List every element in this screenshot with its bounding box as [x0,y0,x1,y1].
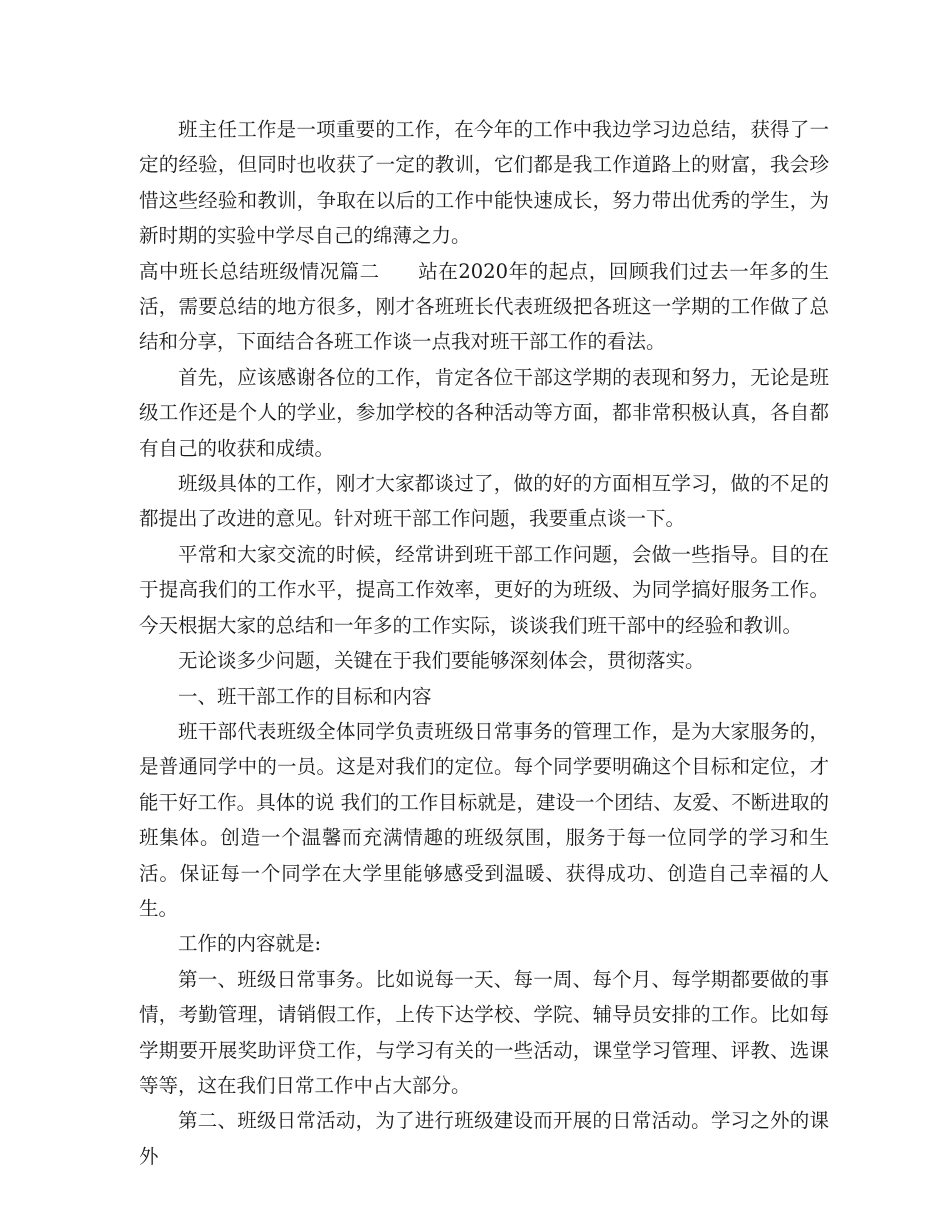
paragraph-10: 第二、班级日常活动，为了进行班级建设而开展的日常活动。学习之外的课外 [139,1109,829,1168]
paragraph-6: 无论谈多少问题，关键在于我们要能够深刻体会，贯彻落实。 [178,649,705,673]
paragraph-5: 平常和大家交流的时候，经常讲到班干部工作问题，会做一些指导。目的在于提高我们的工作水平，提高工作效率，更好的为班级、为同学搞好服务工作。今天根据大家的总结和一年多的工作实际，谈谈我们班干部中的经验和教训。 [139,542,829,637]
paragraph-7: 班干部代表班级全体同学负责班级日常事务的管理工作，是为大家服务的，是普通同学中的一员。这是对我们的定位。每个同学要明确这个目标和定位，才能干好工作。具体的说 我们的工作目标就是，建设一个团结、友爱、不断进取的班集体。创造一个温馨而充满情趣的班级氛围，服务于每一位同学的学习和生活。保证每一个同学在大学里能够感受到温暖、获得成功、创造自己幸福的人生。 [139,719,829,920]
section-heading: 高中班长总结班级情况篇二 [139,259,380,283]
paragraph-1: 班主任工作是一项重要的工作，在今年的工作中我边学习边总结，获得了一定的经验，但同时也收获了一定的教训，它们都是我工作道路上的财富，我会珍惜这些经验和教训，争取在以后的工作中能快速成长，努力带出优秀的学生，为新时期的实验中学尽自己的绵薄之力。 [139,118,829,248]
paragraph-8: 工作的内容就是: [178,932,322,956]
paragraph-9: 第一、班级日常事务。比如说每一天、每一周、每个月、每学期都要做的事情，考勤管理，请销假工作，上传下达学校、学院、辅导员安排的工作。比如每学期要开展奖助评贷工作，与学习有关的一些活动，课堂学习管理、评教、选课等等，这在我们日常工作中占大部分。 [139,967,829,1097]
paragraph-4: 班级具体的工作，刚才大家都谈过了，做的好的方面相互学习，做的不足的都提出了改进的意见。针对班干部工作问题，我要重点谈一下。 [139,472,829,531]
subheading-1: 一、班干部工作的目标和内容 [178,684,432,708]
paragraph-2 [139,254,829,360]
paragraph-3: 首先，应该感谢各位的工作，肯定各位干部这学期的表现和努力，无论是班级工作还是个人的学业，参加学校的各种活动等方面，都非常积极认真，各自都有自己的收获和成绩。 [139,365,829,460]
paragraph-2-text: 站在2020年的起点，回顾我们过去一年多的生活，需要总结的地方很多，刚才各班班长代表班级把各班这一学期的工作做了总结和分享，下面结合各班工作谈一点我对班干部工作的看法。 [139,259,829,354]
document-page [139,112,829,1174]
